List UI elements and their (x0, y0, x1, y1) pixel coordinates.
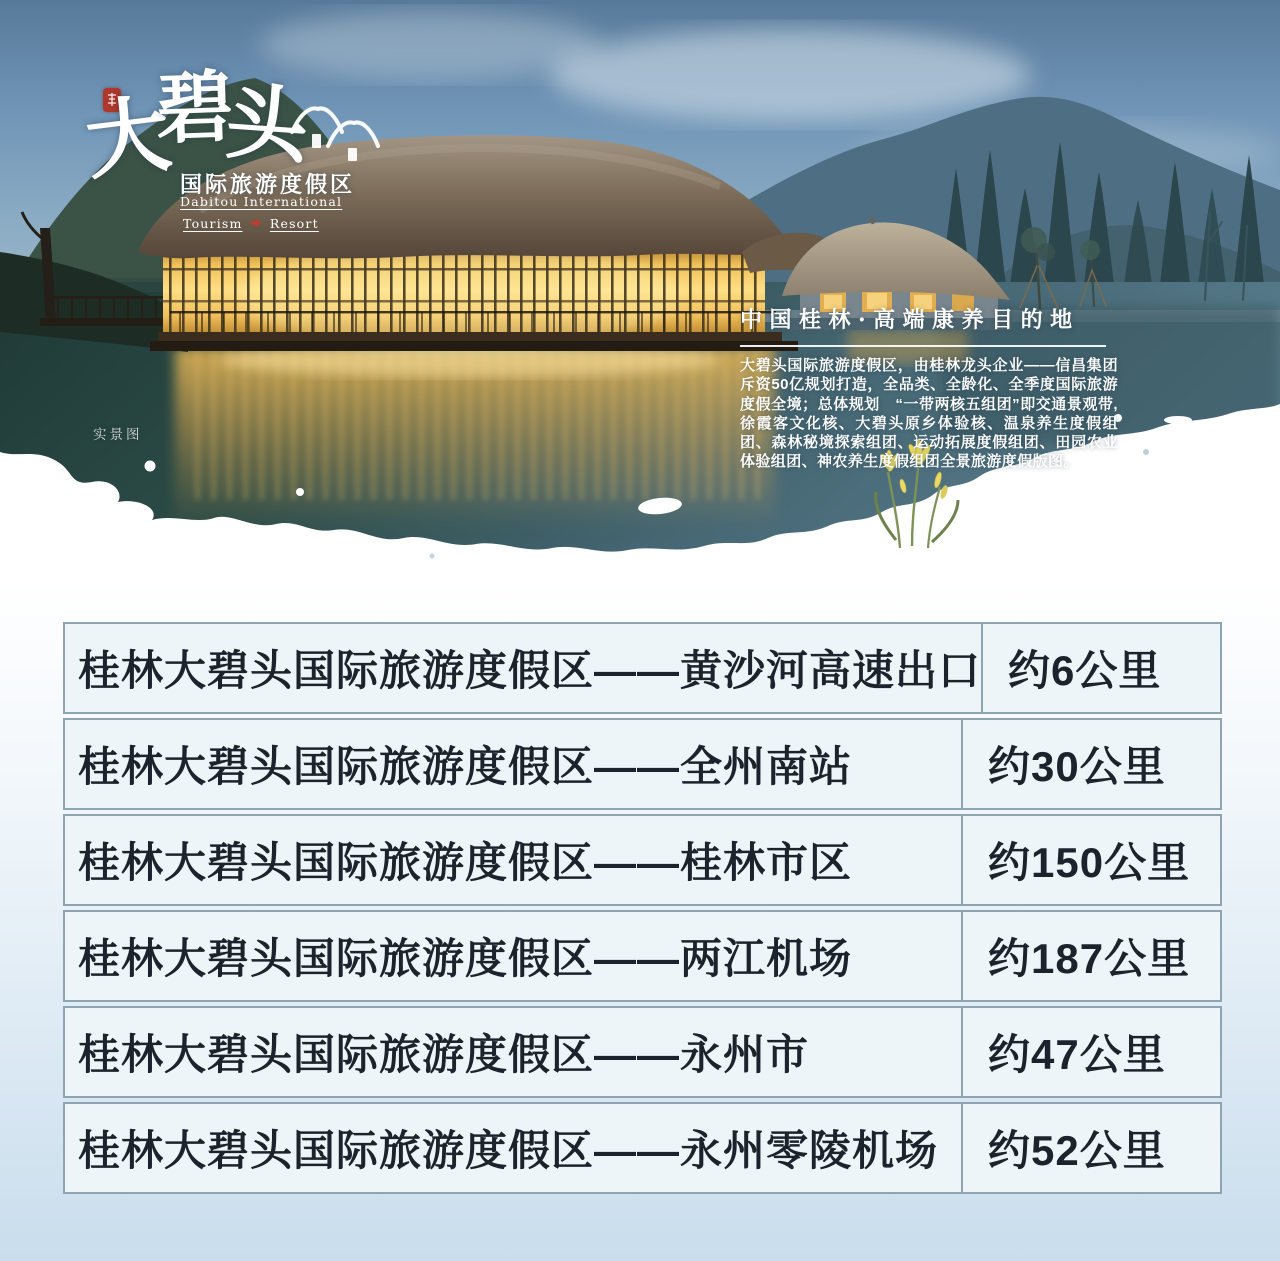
distance-text: 约52公里 (988, 1127, 1166, 1174)
brand-subtitle: 国际旅游度假区 (180, 172, 356, 197)
distance-text: 约6公里 (1008, 647, 1162, 694)
route-text: 桂林大碧头国际旅游度假区——全州南站 (78, 743, 853, 790)
distance-cell (963, 1104, 1220, 1192)
route-text: 桂林大碧头国际旅游度假区——两江机场 (78, 935, 853, 982)
brand-english-line1: Dabitou International (180, 194, 343, 209)
distance-cell (963, 720, 1220, 808)
route-text: 桂林大碧头国际旅游度假区——永州市 (78, 1031, 810, 1078)
distance-cell (963, 1008, 1220, 1096)
table-row (63, 718, 1222, 810)
route-cell (65, 624, 983, 712)
photo-watermark: 实景图 (93, 427, 143, 442)
distance-cell (983, 624, 1220, 712)
table-row (63, 1102, 1222, 1194)
table-row (63, 814, 1222, 906)
route-text: 桂林大碧头国际旅游度假区——永州零陵机场 (78, 1127, 939, 1174)
route-cell (65, 912, 963, 1000)
distance-text: 约47公里 (988, 1031, 1166, 1078)
route-cell (65, 1104, 963, 1192)
cloud (550, 29, 1030, 121)
hut-icons (288, 102, 380, 164)
table-row (63, 1006, 1222, 1098)
distance-cell (963, 912, 1220, 1000)
distance-text: 约30公里 (988, 743, 1166, 790)
brand-char: 碧 (154, 61, 236, 156)
route-text: 桂林大碧头国际旅游度假区——黄沙河高速出口 (78, 647, 982, 694)
brand-english-line2 (183, 216, 319, 231)
brand-english-resort: Resort (269, 216, 319, 231)
brand-logo (0, 0, 520, 260)
headline-divider (740, 345, 1106, 347)
hero-overlay (740, 303, 1120, 472)
brand-char: 大 (80, 83, 176, 192)
distance-text: 约150公里 (988, 839, 1191, 886)
distance-cell (963, 816, 1220, 904)
distance-table (63, 622, 1222, 1194)
route-cell (65, 816, 963, 904)
brand-char: 头 (222, 74, 312, 176)
table-row (63, 622, 1222, 714)
route-cell (65, 720, 963, 808)
hero-description: 大碧头国际旅游度假区，由桂林龙头企业——信昌集团斥资50亿规划打造，全品类、全龄化、全季度国际旅游度假全境；总体规划 “一带两核五组团”即交通景观带,徐霞客文化核、大碧头原乡体验核、温泉养生度假组团、森林秘境探索组团、运动拓展度假组团、田园农业体验组团、神农养生度假组团全景旅游度假版图。 (740, 357, 1118, 471)
heart-icon: ❤ (249, 216, 263, 232)
distance-text: 约187公里 (988, 935, 1191, 982)
table-row (63, 910, 1222, 1002)
hero-headline: 中国桂林·高端康养目的地 (740, 307, 1080, 333)
route-text: 桂林大碧头国际旅游度假区——桂林市区 (78, 839, 853, 886)
brand-english-tourism: Tourism (183, 216, 243, 231)
route-cell (65, 1008, 963, 1096)
